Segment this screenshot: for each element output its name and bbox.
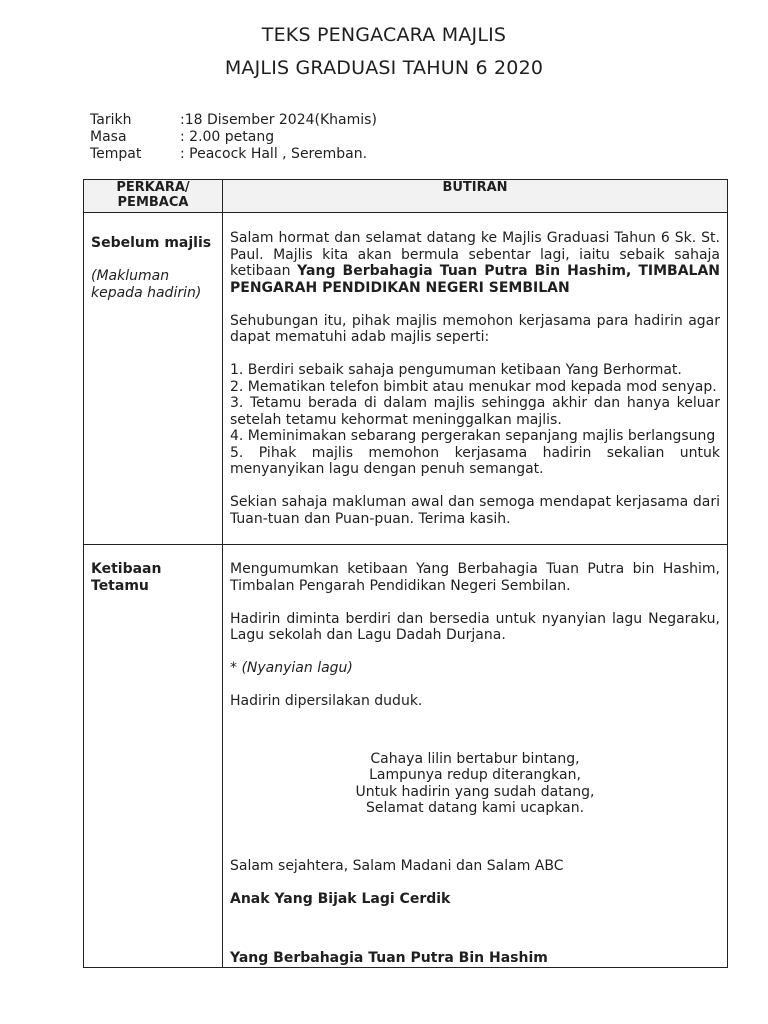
row1-welcome-text: Salam hormat dan selamat datang ke Majlis Graduasi Tahun 6 Sk. St. Paul. Majlis kita akan bermula sebentar lagi, iaitu sebaik sahaja ketibaan [230, 230, 720, 279]
column-header-perkara [84, 180, 223, 213]
poem-line: Untuk hadirin yang sudah datang, [355, 783, 595, 800]
row2-song-label: (Nyanyian lagu) [241, 660, 353, 676]
table-header-row [84, 180, 728, 213]
table-row [84, 545, 728, 968]
rule-item: 1. Berdiri sebaik sahaja pengumuman ketibaan Yang Berhormat. [230, 362, 682, 378]
row2-right-cell [223, 545, 728, 968]
document-title: TEKS PENGACARA MAJLIS [261, 24, 507, 46]
table-row [84, 213, 728, 545]
meta-venue-label: Tempat [90, 146, 142, 162]
script-table [83, 179, 728, 968]
row2-pantun-title: Anak Yang Bijak Lagi Cerdik [230, 890, 451, 907]
rule-item: 3. Tetamu berada di dalam majlis sehingga akhir dan hanya keluar setelah tetamu kehormat meninggalkan majlis. [230, 395, 720, 428]
column-header-perkara-line2: PEMBACA [117, 195, 189, 210]
document-subtitle: MAJLIS GRADUASI TAHUN 6 2020 [224, 57, 544, 79]
poem-line: Cahaya lilin bertabur bintang, [370, 750, 580, 767]
meta-time-value: : 2.00 petang [180, 129, 275, 145]
poem-line: Lampunya redup diterangkan, [369, 767, 581, 783]
row2-song-asterisk: * [230, 660, 242, 676]
column-header-perkara-line1: PERKARA/ [116, 180, 190, 195]
meta-time [90, 129, 274, 146]
meta-date [90, 112, 377, 129]
row1-welcome-guest: Yang Berbahagia Tuan Putra Bin Hashim, TIMBALAN PENGARAH PENDIDIKAN NEGERI SEMBILAN [230, 263, 721, 296]
row2-paragraph-announce: Mengumumkan ketibaan Yang Berbahagia Tuan Putra bin Hashim, Timbalan Pengarah Pendidikan Negeri Sembilan. [230, 561, 720, 594]
rule-item: 4. Meminimakan sebarang pergerakan sepanjang majlis berlangsung [230, 428, 716, 444]
meta-date-value: :18 Disember 2024(Khamis) [180, 112, 377, 128]
column-header-butiran: BUTIRAN [223, 180, 728, 213]
row1-left-cell [84, 213, 223, 545]
meta-date-label: Tarikh [90, 112, 132, 128]
rule-item: 5. Pihak majlis memohon kerjasama hadirin sekalian untuk menyanyikan lagu dengan penuh semangat. [230, 444, 720, 477]
row2-guest-name: Yang Berbahagia Tuan Putra Bin Hashim [230, 950, 548, 966]
row2-title-line1: Ketibaan [91, 561, 162, 577]
row1-note-line1: (Makluman [91, 268, 170, 284]
row2-paragraph-anthem: Hadirin diminta berdiri dan bersedia untuk nyanyian lagu Negaraku, Lagu sekolah dan Lagu Dadah Durjana. [230, 610, 720, 643]
row1-right-cell [223, 213, 728, 545]
row2-paragraph-greeting: Salam sejahtera, Salam Madani dan Salam ABC [230, 857, 564, 874]
row2-paragraph-seated: Hadirin dipersilakan duduk. [230, 693, 423, 709]
row2-title-line2: Tetamu [91, 577, 149, 594]
rule-item: 2. Mematikan telefon bimbit atau menukar mod kepada mod senyap. [230, 378, 717, 395]
meta-time-label: Masa [90, 129, 127, 145]
row1-paragraph-welcome [230, 230, 720, 296]
poem-line: Selamat datang kami ucapkan. [365, 800, 585, 816]
row2-song-note [230, 660, 720, 677]
meta-venue [90, 146, 367, 163]
meta-venue-value: : Peacock Hall , Seremban. [180, 146, 368, 162]
row1-title: Sebelum majlis [91, 235, 212, 251]
row1-note-line2: kepada hadirin) [91, 284, 202, 301]
row1-paragraph-request: Sehubungan itu, pihak majlis memohon kerjasama para hadirin agar dapat mematuhi adab majlis seperti: [230, 312, 720, 345]
row2-left-cell [84, 545, 223, 968]
row1-paragraph-closing: Sekian sahaja makluman awal dan semoga mendapat kerjasama dari Tuan-tuan dan Puan-puan. Terima kasih. [230, 494, 720, 527]
